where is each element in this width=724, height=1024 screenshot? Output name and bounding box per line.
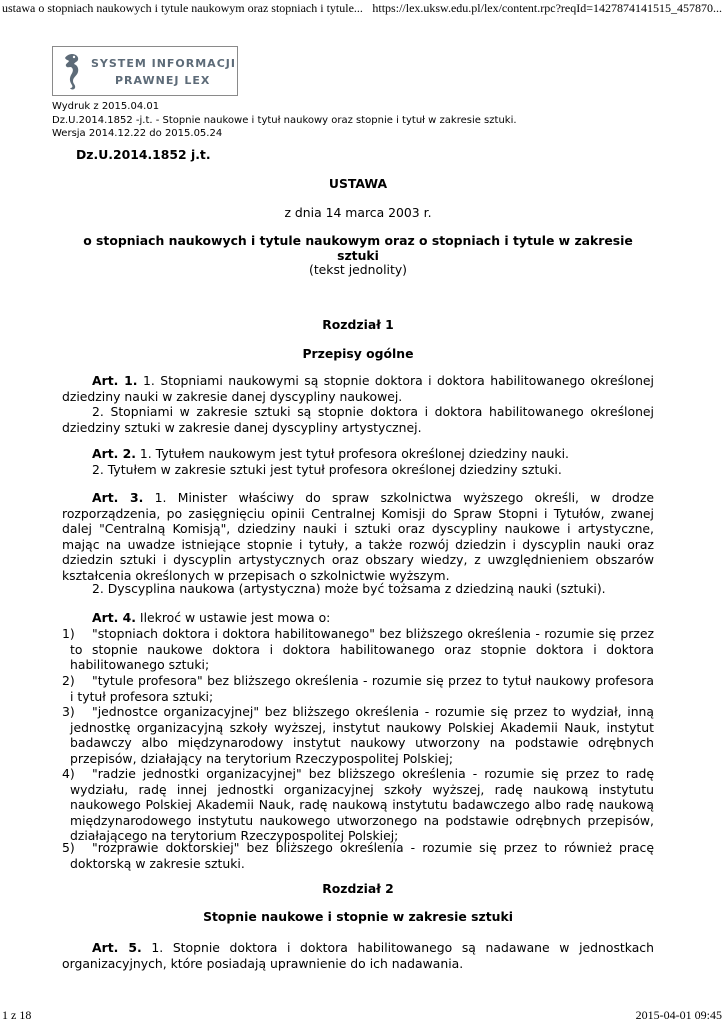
article-3-paragraph-2: 2. Dyscyplina naukowa (artystyczna) może być tożsama z dziedziną nauki (sztuki). (92, 581, 606, 596)
logo-line-2: PRAWNEJ LEX (115, 74, 211, 87)
article-4-intro-text: Ilekroć w ustawie jest mowa o: (135, 610, 331, 625)
list-item (62, 766, 654, 844)
article-5-paragraph-1 (62, 940, 654, 971)
chapter-2-title: Stopnie naukowe i stopnie w zakresie sztuki (203, 909, 513, 924)
list-item (62, 626, 654, 673)
print-metadata (52, 100, 517, 141)
chapter-1-label: Rozdział 1 (322, 317, 394, 332)
article-1-label: Art. 1. (92, 373, 138, 388)
list-item-number: 4) (62, 766, 75, 781)
list-item-number: 3) (62, 704, 75, 719)
list-item-number: 5) (62, 840, 75, 855)
article-1-text-1: 1. Stopniami naukowymi są stopnie doktora i doktora habilitowanego określonej dziedziny nauki w zakresie danej dyscypliny naukowej. (62, 373, 654, 404)
list-item-text: "radzie jednostki organizacyjnej" bez bliższego określenia - rozumie się przez to radę wydziału, radę innej jednostki organizacyjnej szkoły wyższej, radę naukową instytutu naukowego Polskiej Akademii Nauk, radę naukową instytutu badawczego albo radę naukową międzynarodowego instytutu naukowego utworzonego na podstawie odrębnych przepisów, działającego na terytorium Rzeczypospolitej Polskiej; (70, 766, 654, 844)
article-2-text-1: 1. Tytułem naukowym jest tytuł profesora określonej dziedziny nauki. (135, 446, 569, 461)
article-4-label: Art. 4. (92, 610, 136, 625)
document-reference-line: Dz.U.2014.1852 -j.t. - Stopnie naukowe i tytuł naukowy oraz stopnie i tytuł w zakresie sztuki. (52, 114, 517, 126)
list-item-text: "rozprawie doktorskiej" bez bliższego określenia - rozumie się przez to również pracę doktorską w zakresie sztuki. (70, 840, 654, 871)
list-item-text: "jednostce organizacyjnej" bez bliższego określenia - rozumie się przez to wydział, inną jednostkę organizacyjną szkoły wyższej, instytut naukowy Polskiej Akademii Nauk, instytut badawczy albo międzynarodowy instytut naukowy utworzony na podstawie odrębnych przepisów, działający na terytorium Rzeczypospolitej Polskiej; (70, 704, 654, 766)
browser-page-title: ustawa o stopniach naukowych i tytule naukowym oraz stopniach i tytule... (2, 1, 363, 15)
act-title: o stopniach naukowych i tytule naukowym oraz o stopniach i tytule w zakresie sztuki (83, 233, 633, 263)
list-item-text: "tytule profesora" bez bliższego określenia - rozumie się przez to tytuł naukowy profesora i tytuł profesora sztuki; (70, 673, 654, 704)
article-1-paragraph-1 (62, 373, 654, 404)
list-item (62, 673, 654, 704)
chapter-2-label: Rozdział 2 (322, 881, 394, 896)
chapter-1-title: Przepisy ogólne (302, 346, 414, 361)
article-5-label: Art. 5. (92, 940, 142, 955)
list-item-text: "stopniach doktora i doktora habilitowanego" bez bliższego określenia - rozumie się przez to stopnie naukowe doktora i doktora habilitowanego oraz stopnie doktora i doktora habilitowanego sztuki; (70, 626, 654, 673)
journal-reference: Dz.U.2014.1852 j.t. (76, 147, 211, 162)
act-type: USTAWA (328, 176, 388, 191)
list-item (62, 840, 654, 871)
article-2-paragraph-2: 2. Tytułem w zakresie sztuki jest tytuł profesora określonej dziedziny sztuki. (92, 462, 562, 477)
lex-logo (52, 46, 238, 96)
article-3-paragraph-1 (62, 490, 654, 584)
article-2-paragraph-1 (62, 446, 654, 462)
act-date: z dnia 14 marca 2003 r. (284, 205, 432, 220)
list-item-number: 1) (62, 626, 75, 641)
article-5-text-1: 1. Stopnie doktora i doktora habilitowanego są nadawane w jednostkach organizacyjnych, które posiadają uprawnienie do ich nadawania. (62, 940, 654, 971)
article-3-text-1: 1. Minister właściwy do spraw szkolnictwa wyższego określi, w drodze rozporządzenia, po zasięgnięciu opinii Centralnej Komisji do Spraw Stopni i Tytułów, zwanej dalej "Centralną Komisją", dziedziny nauki i sztuki oraz dyscypliny naukowe i artystyczne, mając na uwadze istniejące stopnie i tytuły, a także rozwój dziedzin i dyscyplin nauki oraz dziedzin sztuki i dyscyplin artystycznych oraz obszary wiedzy, z uwzględnieniem obszarów kształcenia określonych w przepisach o szkolnictwie wyższym. (62, 490, 654, 583)
print-date: Wydruk z 2015.04.01 (52, 101, 160, 112)
logo-line-1: SYSTEM INFORMACJI (91, 57, 236, 70)
print-timestamp: 2015-04-01 09:45 (635, 1008, 722, 1022)
article-2-label: Art. 2. (92, 446, 136, 461)
page-counter: 1 z 18 (2, 1008, 32, 1022)
version-range: Wersja 2014.12.22 do 2015.05.24 (52, 128, 223, 139)
seahorse-icon (59, 51, 85, 93)
act-subtitle: (tekst jednolity) (308, 262, 408, 277)
list-item-number: 2) (62, 673, 75, 688)
list-item (62, 704, 654, 766)
article-1-paragraph-2: 2. Stopniami w zakresie sztuki są stopnie doktora i doktora habilitowanego określonej dziedziny sztuki w zakresie danej dyscypliny artystycznej. (62, 404, 654, 435)
article-4-intro (62, 610, 654, 626)
article-3-label: Art. 3. (92, 490, 144, 505)
browser-page-url[interactable]: https://lex.uksw.edu.pl/lex/content.rpc?reqId=1427874141515_457870... (372, 1, 722, 15)
